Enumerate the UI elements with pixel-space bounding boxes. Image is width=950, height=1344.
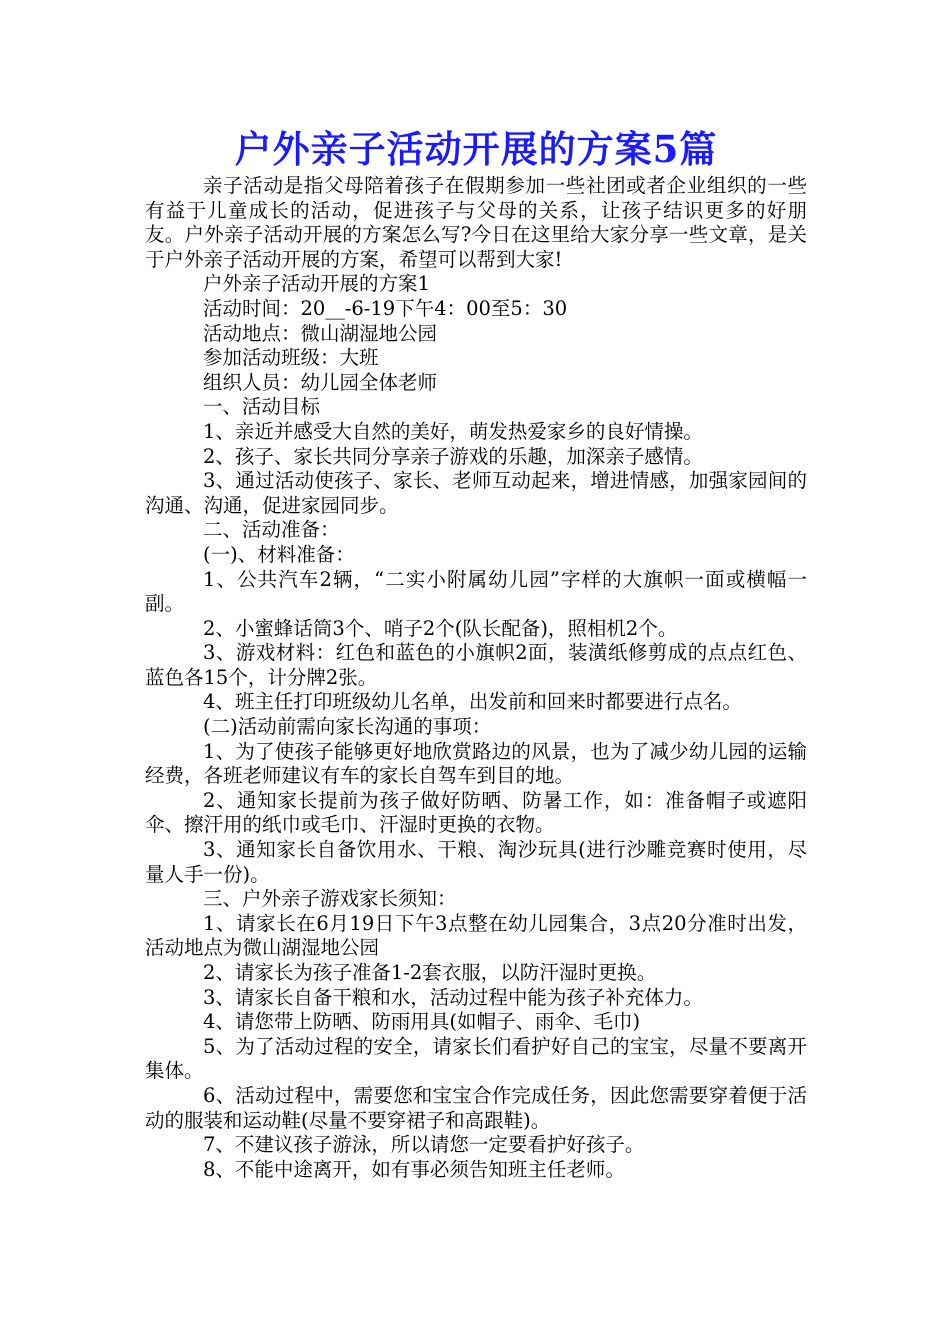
paragraph-goal-2: 2、孩子、家长共同分享亲子游戏的乐趣，加深亲子感情。: [203, 444, 703, 468]
document-body: [145, 174, 807, 1182]
paragraph-guidelines-heading: 三、户外亲子游戏家长须知：: [203, 887, 457, 911]
paragraph-activity-time: 活动时间：20__-6-19下午4：00至5：30: [203, 296, 568, 320]
paragraph-activity-class: 参加活动班级：大班: [203, 346, 379, 370]
paragraph-guideline-7: 7、不建议孩子游泳，所以请您一定要看护好孩子。: [203, 1133, 645, 1157]
paragraph-parent-notice-1: 1、为了使孩子能够更好地欣赏路边的风景，也为了减少幼儿园的运输经费，各班老师建议有车的家长自驾车到目的地。: [145, 739, 807, 788]
document-title: 户外亲子活动开展的方案5篇: [234, 127, 718, 171]
paragraph-material-3: 3、游戏材料：红色和蓝色的小旗帜2面，装潢纸修剪成的点点红色、蓝色各15个，计分牌2张。: [145, 641, 807, 689]
paragraph-guideline-6: 6、活动过程中，需要您和宝宝合作完成任务，因此您需要穿着便于活动的服装和运动鞋(尽量不要穿裙子和高跟鞋)。: [145, 1083, 807, 1132]
paragraph-goal-3: 3、通过活动使孩子、家长、老师互动起来，增进情感，加强家园间的沟通、沟通，促进家园同步。: [145, 469, 807, 517]
paragraph-guideline-4: 4、请您带上防晒、防雨用具(如帽子、雨伞、毛巾): [203, 1010, 641, 1034]
paragraph-material-1: 1、公共汽车2辆，“二实小附属幼儿园”字样的大旗帜一面或横幅一副。: [145, 567, 807, 616]
paragraph-parent-notice-heading: (二)活动前需向家长沟通的事项：: [203, 715, 492, 739]
paragraph-parent-notice-3: 3、通知家长自备饮用水、干粮、淘沙玩具(进行沙雕竞赛时使用，尽量人手一份)。: [145, 838, 807, 886]
paragraph-guideline-1: 1、请家长在6月19日下午3点整在幼儿园集合，3点20分准时出发，活动地点为微山湖湿地公园: [145, 911, 807, 960]
paragraph-guideline-8: 8、不能中途离开，如有事必须告知班主任老师。: [203, 1157, 625, 1181]
paragraph-guideline-5: 5、为了活动过程的安全，请家长们看护好自己的宝宝，尽量不要离开集体。: [145, 1034, 807, 1083]
document-page: [145, 124, 807, 1182]
paragraph-goals-heading: 一、活动目标: [203, 395, 321, 419]
paragraph-materials-heading: (一)、材料准备：: [203, 542, 355, 566]
paragraph-goal-1: 1、亲近并感受大自然的美好，萌发热爱家乡的良好情操。: [203, 419, 703, 443]
paragraph-material-4: 4、班主任打印班级幼儿名单，出发前和回来时都要进行点名。: [203, 690, 742, 714]
paragraph-prep-heading: 二、活动准备：: [203, 518, 340, 542]
paragraph-parent-notice-2: 2、通知家长提前为孩子做好防晒、防暑工作，如：准备帽子或遮阳伞、擦汗用的纸巾或毛巾、汗湿时更换的衣物。: [145, 788, 807, 837]
paragraph-section-heading: 户外亲子活动开展的方案1: [203, 272, 430, 296]
paragraph-material-2: 2、小蜜蜂话筒3个、哨子2个(队长配备)，照相机2个。: [203, 616, 678, 640]
paragraph-intro: 亲子活动是指父母陪着孩子在假期参加一些社团或者企业组织的一些有益于儿童成长的活动，促进孩子与父母的关系，让孩子结识更多的好朋友。户外亲子活动开展的方案怎么写?今日在这里给大家分享一些文章，是关于户外亲子活动开展的方案，希望可以帮到大家!: [145, 174, 807, 271]
paragraph-organizers: 组织人员：幼儿园全体老师: [203, 370, 438, 394]
paragraph-guideline-3: 3、请家长自备干粮和水，活动过程中能为孩子补充体力。: [203, 985, 703, 1009]
paragraph-activity-location: 活动地点：微山湖湿地公园: [203, 321, 438, 345]
paragraph-guideline-2: 2、请家长为孩子准备1-2套衣服，以防汗湿时更换。: [203, 961, 657, 984]
